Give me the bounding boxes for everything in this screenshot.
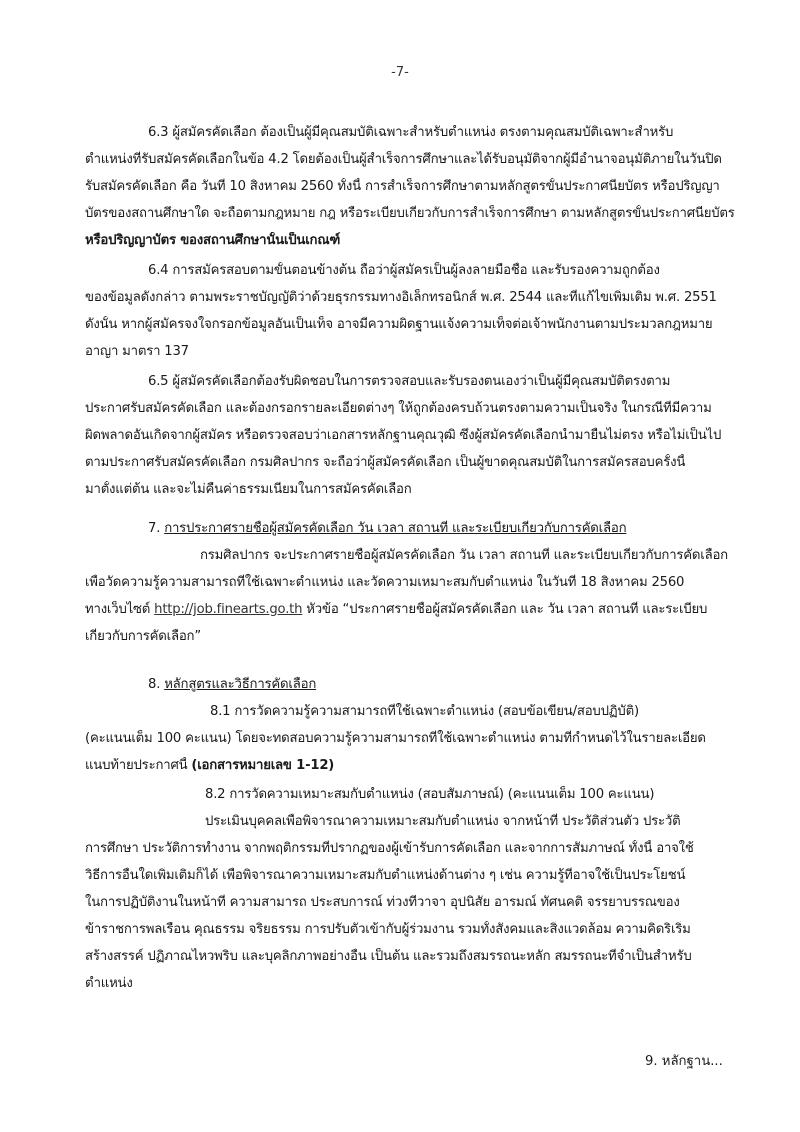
section-8-2-line: ในการปฏิบัติงานในหน้าที่ ความสามารถ ประสบการณ์ ท่วงทีวาจา อุปนิสัย อารมณ์ ทัศนคติ จรรยาบรรณของ <box>85 895 680 910</box>
paragraph-6-3-line: ตำแหน่งที่รับสมัครคัดเลือกในข้อ 4.2 โดยต้องเป็นผู้สำเร็จการศึกษาและได้รับอนุมัติจากผู้มีอำนาจอนุมัติภายในวันปิด <box>85 152 722 167</box>
paragraph-6-3-line: 6.3 ผู้สมัครคัดเลือก ต้องเป็นผู้มีคุณสมบัติเฉพาะสำหรับตำแหน่ง ตรงตามคุณสมบัติเฉพาะสำหรับ <box>148 125 674 140</box>
paragraph-6-4-line: ของข้อมูลดังกล่าว ตามพระราชบัญญัติว่าด้วยธุรกรรมทางอิเล็กทรอนิกส์ พ.ศ. 2544 และที่แก้ไขเพิ่มเติม พ.ศ. 2551 <box>85 290 717 305</box>
section-8-1-line: (คะแนนเต็ม 100 คะแนน) โดยจะทดสอบความรู้ความสามารถที่ใช้เฉพาะตำแหน่ง ตามที่กำหนดไว้ในรายละเอียด <box>85 731 706 746</box>
section-8-1-line: 8.1 การวัดความรู้ความสามารถที่ใช้เฉพาะตำแหน่ง (สอบข้อเขียน/สอบปฏิบัติ) <box>210 704 639 719</box>
section-8-2-line: การศึกษา ประวัติการทำงาน จากพฤติกรรมที่ปรากฏของผู้เข้ารับการคัดเลือก และจากการสัมภาษณ์ ทั้งนี้ อาจใช้ <box>85 841 694 856</box>
paragraph-6-3-line: รับสมัครคัดเลือก คือ วันที่ 10 สิงหาคม 2560 ทั้งนี้ การสำเร็จการศึกษาตามหลักสูตรขั้นประกาศนียบัตร หรือปริญญา <box>85 179 720 194</box>
section-8-2-line: วิธีการอื่นใดเพิ่มเติมก็ได้ เพื่อพิจารณาความเหมาะสมกับตำแหน่งด้านต่าง ๆ เช่น ความรู้ที่อาจใช้เป็นประโยชน์ <box>85 868 686 883</box>
web-suffix: หัวข้อ “ประกาศรายชื่อผู้สมัครคัดเลือก และ วัน เวลา สถานที่ และระเบียบ <box>302 602 708 617</box>
paragraph-6-5-line: ผิดพลาดอันเกิดจากผู้สมัคร หรือตรวจสอบว่าเอกสารหลักฐานคุณวุฒิ ซึ่งผู้สมัครคัดเลือกนำมายื่นไม่ตรง หรือไม่เป็นไป <box>85 428 722 443</box>
section-8-2-line: ประเมินบุคคลเพื่อพิจารณาความเหมาะสมกับตำแหน่ง จากหน้าที่ ประวัติส่วนตัว ประวัติ <box>205 814 681 829</box>
website-link[interactable]: http://job.finearts.go.th <box>154 602 303 617</box>
section-7-heading <box>148 520 800 538</box>
paragraph-6-5-line: ตามประกาศรับสมัครคัดเลือก กรมศิลปากร จะถือว่าผู้สมัครคัดเลือก เป็นผู้ขาดคุณสมบัติในการสมัครสอบครั้งนี้ <box>85 455 686 470</box>
paragraph-6-3-line: บัตรของสถานศึกษาใด จะถือตามกฎหมาย กฎ หรือระเบียบเกี่ยวกับการสำเร็จการศึกษา ตามหลักสูตรขั้นประกาศนียบัตร <box>85 206 735 221</box>
section-7-line: เพื่อวัดความรู้ความสามารถที่ใช้เฉพาะตำแหน่ง และวัดความเหมาะสมกับตำแหน่ง ในวันที่ 18 สิงหาคม 2560 <box>85 575 685 590</box>
next-page-continuation: 9. หลักฐาน... <box>645 1054 723 1069</box>
paragraph-6-5-line: มาตั้งแต่ต้น และจะไม่คืนค่าธรรมเนียมในการสมัครคัดเลือก <box>85 482 412 497</box>
section-number: 7. <box>148 521 161 536</box>
paragraph-6-3-line: หรือปริญญาบัตร ของสถานศึกษานั้นเป็นเกณฑ์ <box>85 233 341 248</box>
section-8-2-line: สร้างสรรค์ ปฏิภาณไหวพริบ และบุคลิกภาพอย่างอื่น เป็นต้น และรวมถึงสมรรถนะหลัก สมรรถนะที่จำเป็นสำหรับ <box>85 949 692 964</box>
text: แนบท้ายประกาศนี้ <box>85 758 192 773</box>
section-8-1-line <box>85 757 740 775</box>
section-7-line: กรมศิลปากร จะประกาศรายชื่อผู้สมัครคัดเลือก วัน เวลา สถานที่ และระเบียบเกี่ยวกับการคัดเลือก <box>200 548 728 563</box>
section-title: การประกาศรายชื่อผู้สมัครคัดเลือก วัน เวลา สถานที่ และระเบียบเกี่ยวกับการคัดเลือก <box>164 521 627 536</box>
section-8-2-line: ตำแหน่ง <box>85 976 133 991</box>
section-title: หลักสูตรและวิธีการคัดเลือก <box>164 677 317 692</box>
page-number: -7- <box>391 65 409 80</box>
paragraph-6-5-line: 6.5 ผู้สมัครคัดเลือกต้องรับผิดชอบในการตรวจสอบและรับรองตนเองว่าเป็นผู้มีคุณสมบัติตรงตาม <box>148 374 671 389</box>
paragraph-6-4-line: อาญา มาตรา 137 <box>85 344 189 359</box>
document-reference: (เอกสารหมายเลข 1-12) <box>191 758 335 773</box>
section-8-heading <box>148 676 800 694</box>
section-7-line: เกี่ยวกับการคัดเลือก” <box>85 629 201 644</box>
section-8-2-title: 8.2 การวัดความเหมาะสมกับตำแหน่ง (สอบสัมภาษณ์) (คะแนนเต็ม 100 คะแนน) <box>205 787 655 802</box>
web-prefix: ทางเว็บไซต์ <box>85 602 151 617</box>
section-7-web-line <box>85 601 740 619</box>
section-number: 8. <box>148 677 161 692</box>
paragraph-6-4-line: 6.4 การสมัครสอบตามขั้นตอนข้างต้น ถือว่าผู้สมัครเป็นผู้ลงลายมือชื่อ และรับรองความถูกต้อง <box>148 263 660 278</box>
paragraph-6-4-line: ดังนั้น หากผู้สมัครจงใจกรอกข้อมูลอันเป็นเท็จ อาจมีความผิดฐานแจ้งความเท็จต่อเจ้าพนักงานตามประมวลกฎหมาย <box>85 317 713 332</box>
paragraph-6-5-line: ประกาศรับสมัครคัดเลือก และต้องกรอกรายละเอียดต่างๆ ให้ถูกต้องครบถ้วนตรงตามความเป็นจริง ในกรณีที่มีความ <box>85 401 712 416</box>
section-8-2-line: ข้าราชการพลเรือน คุณธรรม จริยธรรม การปรับตัวเข้ากับผู้ร่วมงาน รวมทั้งสังคมและสิ่งแวดล้อม ความคิดริเริ่ม <box>85 922 691 937</box>
